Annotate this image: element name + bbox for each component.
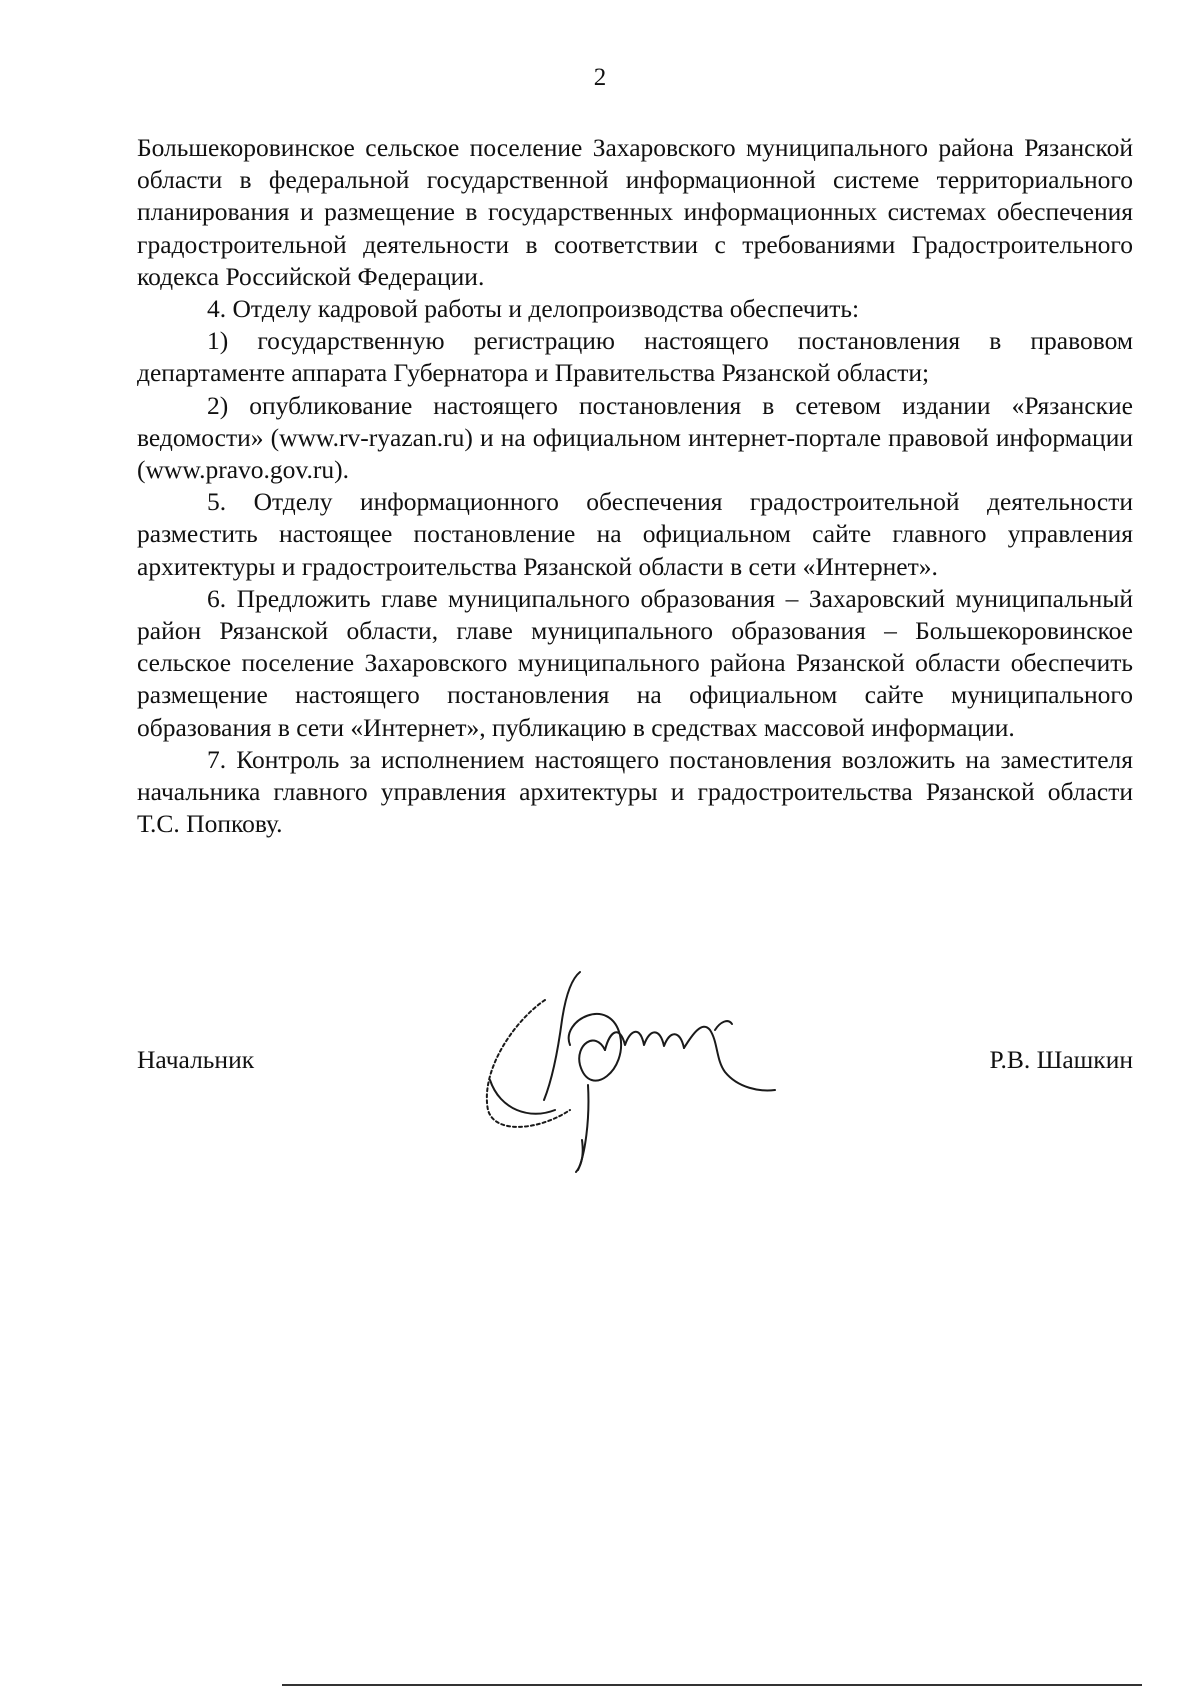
signatory-position: Начальник xyxy=(137,1045,255,1074)
paragraph-item-6: 6. Предложить главе муниципального образования – Захаровский муниципальный район Рязанской области, главе муниципального образования – Большекоровинское сельское поселение Захаровского муниципального района Рязанской области обеспечить размещение настоящего постановления на официальном сайте муниципального образования в сети «Интернет», публикацию в средствах массовой информации. xyxy=(137,583,1133,742)
paragraph-item-4-2: 2) опубликование настоящего постановления в сетевом издании «Рязанские ведомости» (www.rv-ryazan.ru) и на официальном интернет-портале правовой информации (www.pravo.gov.ru). xyxy=(137,390,1133,485)
paragraph-item-5: 5. Отделу информационного обеспечения градостроительной деятельности разместить настоящее постановление на официальном сайте главного управления архитектуры и градостроительства Рязанской области в сети «Интернет». xyxy=(137,487,1133,581)
paragraph-item-4-1: 1) государственную регистрацию настоящего постановления в правовом департаменте аппарата Губернатора и Правительства Рязанской области; xyxy=(137,326,1133,388)
signatory-name: Р.В. Шашкин xyxy=(989,1045,1133,1074)
document-body xyxy=(137,132,1133,840)
paragraph-item-7: 7. Контроль за исполнением настоящего постановления возложить на заместителя начальника главного управления архитектуры и градостроительства Рязанской области Т.С. Попкову. xyxy=(137,744,1133,839)
footer-divider xyxy=(282,1684,1142,1686)
page-number: 2 xyxy=(593,64,607,91)
paragraph-item-4: 4. Отделу кадровой работы и делопроизводства обеспечить: xyxy=(207,294,860,324)
paragraph-continuation: Большекоровинское сельское поселение Захаровского муниципального района Рязанской области в федеральной государственной информационной системе территориального планирования и размещение в государственных информационных системах обеспечения градостроительной деятельности в соответствии с требованиями Градостроительного кодекса Российской Федерации. xyxy=(137,133,1133,291)
handwritten-signature xyxy=(470,960,860,1180)
